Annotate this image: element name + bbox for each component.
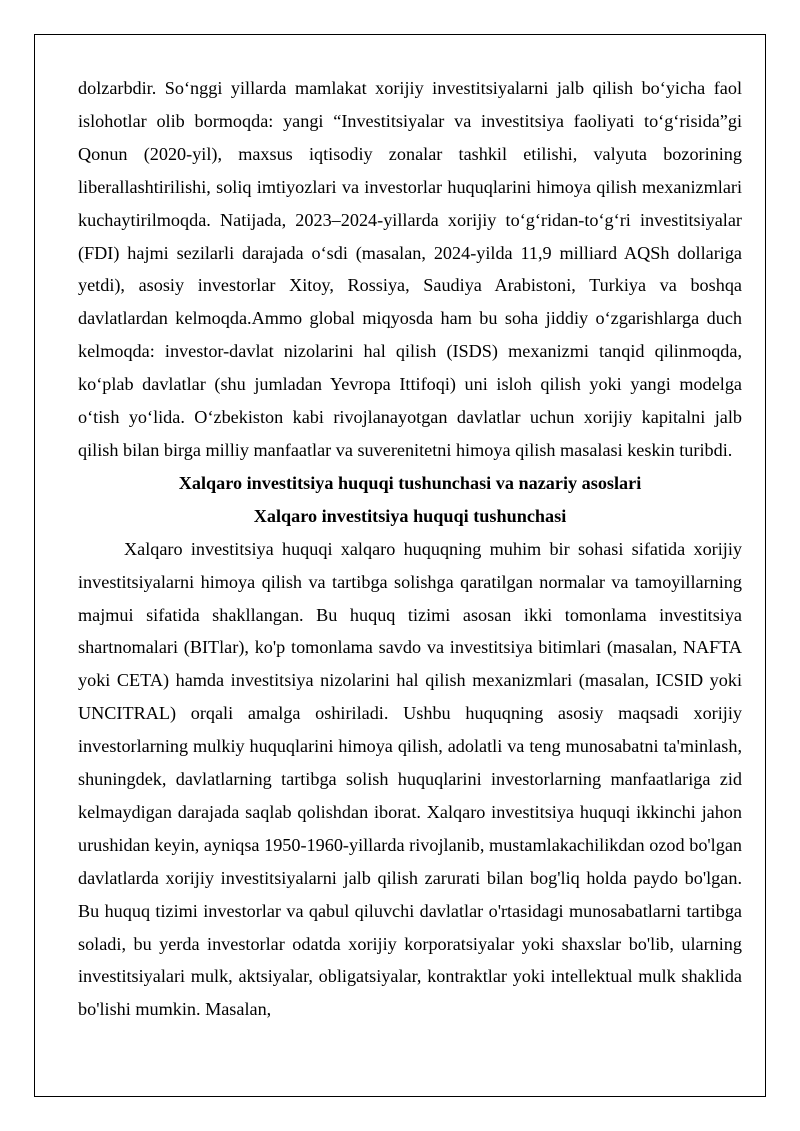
intro-paragraph: dolzarbdir. So‘nggi yillarda mamlakat xorijiy investitsiyalarni jalb qilish bo‘yicha faol islohotlar olib bormoqda: yangi “Investitsiyalar va investitsiya faoliyati to‘g‘risida”gi Qonun (2020-yil), maxsus iqtisodiy zonalar tashkil etilishi, valyuta bozorining liberallashtirilishi, soliq imtiyozlari va investorlar huquqlarini himoya qilish mexanizmlari kuchaytirilmoqda. Natijada, 2023–2024-yillarda xorijiy to‘g‘ridan-to‘g‘ri investitsiyalar (FDI) hajmi sezilarli darajada o‘sdi (masalan, 2024-yilda 11,9 milliard AQSh dollariga yetdi), asosiy investorlar Xitoy, Rossiya, Saudiya Arabistoni, Turkiya va boshqa davlatlardan kelmoqda.Ammo global miqyosda ham bu soha jiddiy o‘zgarishlarga duch kelmoqda: investor-davlat nizolarini hal qilish (ISDS) mexanizmi tanqid qilinmoqda, ko‘plab davlatlar (shu jumladan Yevropa Ittifoqi) uni isloh qilish yoki yangi modelga o‘tish yo‘lida. O‘zbekiston kabi rivojlanayotgan davlatlar uchun xorijiy kapitalni jalb qilish bilan birga milliy manfaatlar va suverenitetni himoya qilish masalasi keskin turibdi.	[78, 78, 742, 460]
section-heading: Xalqaro investitsiya huquqi tushunchasi va nazariy asoslari	[178, 472, 642, 493]
main-paragraph: Xalqaro investitsiya huquqi xalqaro huquqning muhim bir sohasi sifatida xorijiy investitsiyalarni himoya qilish va tartibga solishga qaratilgan normalar va tamoyillarning majmui sifatida shakllangan. Bu huquq tizimi asosan ikki tomonlama investitsiya shartnomalari (BITlar), ko'p tomonlama savdo va investitsiya bitimlari (masalan, NAFTA yoki CETA) hamda investitsiya nizolarini hal qilish mexanizmlari (masalan, ICSID yoki UNCITRAL) orqali amalga oshiriladi. Ushbu huquqning asosiy maqsadi xorijiy investorlarning mulkiy huquqlarini himoya qilish, adolatli va teng munosabatni ta'minlash, shuningdek, davlatlarning tartibga solish huquqlarini investorlarning manfaatlariga zid kelmaydigan darajada saqlab qolishdan iborat. Xalqaro investitsiya huquqi ikkinchi jahon urushidan keyin, ayniqsa 1950-1960-yillarda rivojlanib, mustamlakachilikdan ozod bo'lgan davlatlarda xorijiy investitsiyalarni jalb qilish zarurati bilan bog'liq holda paydo bo'lgan. Bu huquq tizimi investorlar va qabul qiluvchi davlatlar o'rtasidagi munosabatlarni tartibga soladi, bu yerda investorlar odatda xorijiy korporatsiyalar yoki shaxslar bo'lib, ularning investitsiyalari mulk, aktsiyalar, obligatsiyalar, kontraktlar yoki intellektual mulk shaklida bo'lishi mumkin. Masalan,	[78, 538, 742, 1020]
document-body	[78, 72, 742, 1026]
subsection-heading: Xalqaro investitsiya huquqi tushunchasi	[253, 505, 567, 526]
